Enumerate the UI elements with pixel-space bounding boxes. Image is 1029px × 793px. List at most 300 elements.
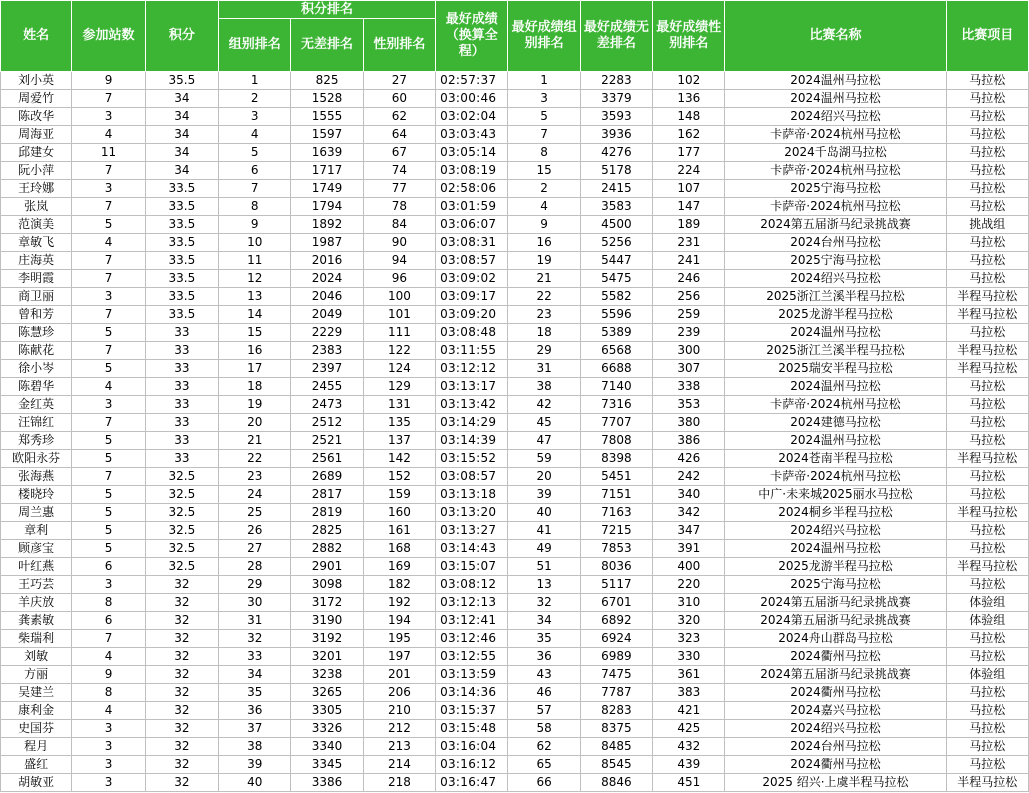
best-time-cell: 02:58:06: [436, 180, 508, 198]
points-cell: 32: [145, 612, 218, 630]
best-group-rank-cell: 15: [508, 162, 580, 180]
points-cell: 33: [145, 450, 218, 468]
open-rank-cell: 3386: [291, 774, 363, 792]
best-time-cell: 03:01:59: [436, 198, 508, 216]
open-rank-cell: 2229: [291, 324, 363, 342]
open-rank-cell: 3345: [291, 756, 363, 774]
table-row: [1, 774, 1029, 792]
table-row: [1, 504, 1029, 522]
best-group-rank-cell: 41: [508, 522, 580, 540]
name-cell: 盛红: [1, 756, 72, 774]
best-gender-rank-cell: 439: [653, 756, 725, 774]
table-row: [1, 180, 1029, 198]
open-rank-cell: 2817: [291, 486, 363, 504]
best-open-rank-cell: 5451: [580, 468, 652, 486]
race-name-cell: 2024台州马拉松: [725, 234, 946, 252]
open-rank-cell: 1794: [291, 198, 363, 216]
best-gender-rank-cell: 391: [653, 540, 725, 558]
best-open-rank-cell: 2415: [580, 180, 652, 198]
table-row: [1, 522, 1029, 540]
group-rank-cell: 29: [219, 576, 291, 594]
best-open-rank-cell: 7853: [580, 540, 652, 558]
table-row: [1, 702, 1029, 720]
points-cell: 33.5: [145, 234, 218, 252]
name-cell: 章利: [1, 522, 72, 540]
race-name-cell: 2024第五届浙马纪录挑战赛: [725, 216, 946, 234]
stations-cell: 8: [72, 594, 145, 612]
points-cell: 33.5: [145, 198, 218, 216]
gender-rank-cell: 137: [363, 432, 435, 450]
race-name-cell: 2024衢州马拉松: [725, 648, 946, 666]
race-name-cell: 2024绍兴马拉松: [725, 720, 946, 738]
col-header-name: 姓名: [1, 1, 72, 72]
gender-rank-cell: 129: [363, 378, 435, 396]
open-rank-cell: 1555: [291, 108, 363, 126]
stations-cell: 5: [72, 486, 145, 504]
table-row: [1, 738, 1029, 756]
group-rank-cell: 13: [219, 288, 291, 306]
stations-cell: 4: [72, 648, 145, 666]
best-group-rank-cell: 39: [508, 486, 580, 504]
points-cell: 32: [145, 684, 218, 702]
best-time-cell: 03:12:46: [436, 630, 508, 648]
points-cell: 33.5: [145, 306, 218, 324]
race-event-cell: 马拉松: [946, 684, 1029, 702]
race-name-cell: 2024温州马拉松: [725, 378, 946, 396]
group-rank-cell: 37: [219, 720, 291, 738]
stations-cell: 3: [72, 774, 145, 792]
name-cell: 陈碧华: [1, 378, 72, 396]
best-time-cell: 03:14:43: [436, 540, 508, 558]
points-cell: 32: [145, 594, 218, 612]
table-row: [1, 684, 1029, 702]
race-event-cell: 挑战组: [946, 216, 1029, 234]
table-row: [1, 270, 1029, 288]
stations-cell: 7: [72, 198, 145, 216]
stations-cell: 5: [72, 216, 145, 234]
group-rank-cell: 14: [219, 306, 291, 324]
best-gender-rank-cell: 102: [653, 72, 725, 90]
points-cell: 32: [145, 666, 218, 684]
best-open-rank-cell: 6701: [580, 594, 652, 612]
open-rank-cell: 825: [291, 72, 363, 90]
table-row: [1, 360, 1029, 378]
best-time-cell: 03:15:52: [436, 450, 508, 468]
group-rank-cell: 22: [219, 450, 291, 468]
points-cell: 32: [145, 738, 218, 756]
stations-cell: 7: [72, 468, 145, 486]
best-time-cell: 03:15:37: [436, 702, 508, 720]
gender-rank-cell: 206: [363, 684, 435, 702]
race-event-cell: 体验组: [946, 666, 1029, 684]
best-time-cell: 03:13:27: [436, 522, 508, 540]
race-event-cell: 体验组: [946, 594, 1029, 612]
best-gender-rank-cell: 256: [653, 288, 725, 306]
stations-cell: 4: [72, 378, 145, 396]
open-rank-cell: 3190: [291, 612, 363, 630]
open-rank-cell: 1639: [291, 144, 363, 162]
race-name-cell: 2024温州马拉松: [725, 540, 946, 558]
best-group-rank-cell: 66: [508, 774, 580, 792]
best-open-rank-cell: 5447: [580, 252, 652, 270]
race-event-cell: 马拉松: [946, 702, 1029, 720]
best-group-rank-cell: 3: [508, 90, 580, 108]
best-group-rank-cell: 29: [508, 342, 580, 360]
points-cell: 33: [145, 342, 218, 360]
group-rank-cell: 30: [219, 594, 291, 612]
points-cell: 32: [145, 630, 218, 648]
name-cell: 柴瑞利: [1, 630, 72, 648]
points-cell: 34: [145, 108, 218, 126]
points-cell: 32.5: [145, 468, 218, 486]
race-name-cell: 2024第五届浙马纪录挑战赛: [725, 666, 946, 684]
open-rank-cell: 3098: [291, 576, 363, 594]
table-row: [1, 468, 1029, 486]
group-rank-cell: 31: [219, 612, 291, 630]
best-open-rank-cell: 7475: [580, 666, 652, 684]
gender-rank-cell: 161: [363, 522, 435, 540]
open-rank-cell: 3305: [291, 702, 363, 720]
best-gender-rank-cell: 330: [653, 648, 725, 666]
best-open-rank-cell: 7787: [580, 684, 652, 702]
stations-cell: 3: [72, 396, 145, 414]
stations-cell: 7: [72, 630, 145, 648]
race-name-cell: 2024绍兴马拉松: [725, 270, 946, 288]
col-header-best-group-rank: 最好成绩组别排名: [508, 1, 580, 72]
best-open-rank-cell: 8485: [580, 738, 652, 756]
name-cell: 邱建女: [1, 144, 72, 162]
race-event-cell: 半程马拉松: [946, 342, 1029, 360]
race-event-cell: 马拉松: [946, 486, 1029, 504]
best-group-rank-cell: 46: [508, 684, 580, 702]
gender-rank-cell: 78: [363, 198, 435, 216]
race-name-cell: 2024桐乡半程马拉松: [725, 504, 946, 522]
race-name-cell: 卡萨帝·2024杭州马拉松: [725, 396, 946, 414]
gender-rank-cell: 194: [363, 612, 435, 630]
table-row: [1, 648, 1029, 666]
best-gender-rank-cell: 421: [653, 702, 725, 720]
stations-cell: 5: [72, 360, 145, 378]
col-header-best-time: 最好成绩（换算全程）: [436, 1, 508, 72]
open-rank-cell: 2473: [291, 396, 363, 414]
group-rank-cell: 34: [219, 666, 291, 684]
best-time-cell: 03:12:12: [436, 360, 508, 378]
name-cell: 楼晓玲: [1, 486, 72, 504]
best-time-cell: 03:11:55: [436, 342, 508, 360]
best-group-rank-cell: 65: [508, 756, 580, 774]
race-name-cell: 中广·未来城2025丽水马拉松: [725, 486, 946, 504]
open-rank-cell: 1987: [291, 234, 363, 252]
best-group-rank-cell: 34: [508, 612, 580, 630]
gender-rank-cell: 62: [363, 108, 435, 126]
table-row: [1, 432, 1029, 450]
race-name-cell: 2025浙江兰溪半程马拉松: [725, 342, 946, 360]
group-rank-cell: 16: [219, 342, 291, 360]
best-time-cell: 03:16:47: [436, 774, 508, 792]
best-open-rank-cell: 5178: [580, 162, 652, 180]
gender-rank-cell: 201: [363, 666, 435, 684]
open-rank-cell: 2046: [291, 288, 363, 306]
race-name-cell: 2025宁海马拉松: [725, 252, 946, 270]
best-group-rank-cell: 36: [508, 648, 580, 666]
gender-rank-cell: 142: [363, 450, 435, 468]
best-group-rank-cell: 8: [508, 144, 580, 162]
best-gender-rank-cell: 162: [653, 126, 725, 144]
points-cell: 32.5: [145, 558, 218, 576]
race-event-cell: 马拉松: [946, 648, 1029, 666]
points-cell: 33: [145, 396, 218, 414]
best-group-rank-cell: 59: [508, 450, 580, 468]
best-open-rank-cell: 7151: [580, 486, 652, 504]
best-time-cell: 03:14:39: [436, 432, 508, 450]
best-group-rank-cell: 16: [508, 234, 580, 252]
best-time-cell: 03:05:14: [436, 144, 508, 162]
race-name-cell: 2024温州马拉松: [725, 90, 946, 108]
race-name-cell: 2024舟山群岛马拉松: [725, 630, 946, 648]
name-cell: 周海亚: [1, 126, 72, 144]
best-open-rank-cell: 5596: [580, 306, 652, 324]
race-event-cell: 马拉松: [946, 72, 1029, 90]
best-gender-rank-cell: 425: [653, 720, 725, 738]
race-event-cell: 马拉松: [946, 738, 1029, 756]
name-cell: 李明霞: [1, 270, 72, 288]
best-group-rank-cell: 19: [508, 252, 580, 270]
group-rank-cell: 28: [219, 558, 291, 576]
best-group-rank-cell: 18: [508, 324, 580, 342]
points-cell: 32.5: [145, 486, 218, 504]
race-event-cell: 马拉松: [946, 162, 1029, 180]
best-gender-rank-cell: 353: [653, 396, 725, 414]
best-gender-rank-cell: 136: [653, 90, 725, 108]
gender-rank-cell: 213: [363, 738, 435, 756]
race-name-cell: 2025宁海马拉松: [725, 180, 946, 198]
group-rank-cell: 12: [219, 270, 291, 288]
name-cell: 王巧芸: [1, 576, 72, 594]
points-cell: 33: [145, 432, 218, 450]
best-gender-rank-cell: 107: [653, 180, 725, 198]
table-row: [1, 558, 1029, 576]
best-group-rank-cell: 1: [508, 72, 580, 90]
name-cell: 刘小英: [1, 72, 72, 90]
race-name-cell: 2024台州马拉松: [725, 738, 946, 756]
points-cell: 32: [145, 702, 218, 720]
group-rank-cell: 35: [219, 684, 291, 702]
stations-cell: 5: [72, 540, 145, 558]
best-gender-rank-cell: 259: [653, 306, 725, 324]
name-cell: 周爱竹: [1, 90, 72, 108]
group-rank-cell: 10: [219, 234, 291, 252]
name-cell: 陈改华: [1, 108, 72, 126]
best-group-rank-cell: 5: [508, 108, 580, 126]
best-time-cell: 03:12:55: [436, 648, 508, 666]
stations-cell: 5: [72, 522, 145, 540]
group-rank-cell: 11: [219, 252, 291, 270]
best-time-cell: 03:14:36: [436, 684, 508, 702]
name-cell: 方丽: [1, 666, 72, 684]
group-rank-cell: 38: [219, 738, 291, 756]
best-time-cell: 03:16:12: [436, 756, 508, 774]
race-event-cell: 半程马拉松: [946, 288, 1029, 306]
best-open-rank-cell: 5117: [580, 576, 652, 594]
name-cell: 周兰惠: [1, 504, 72, 522]
name-cell: 汪锦红: [1, 414, 72, 432]
best-open-rank-cell: 7140: [580, 378, 652, 396]
best-open-rank-cell: 6989: [580, 648, 652, 666]
best-time-cell: 03:08:19: [436, 162, 508, 180]
best-open-rank-cell: 6892: [580, 612, 652, 630]
gender-rank-cell: 160: [363, 504, 435, 522]
stations-cell: 3: [72, 756, 145, 774]
best-open-rank-cell: 8036: [580, 558, 652, 576]
table-row: [1, 540, 1029, 558]
best-group-rank-cell: 38: [508, 378, 580, 396]
table-row: [1, 108, 1029, 126]
gender-rank-cell: 169: [363, 558, 435, 576]
name-cell: 张岚: [1, 198, 72, 216]
points-cell: 34: [145, 90, 218, 108]
best-open-rank-cell: 7163: [580, 504, 652, 522]
best-group-rank-cell: 51: [508, 558, 580, 576]
name-cell: 范演美: [1, 216, 72, 234]
race-event-cell: 马拉松: [946, 522, 1029, 540]
best-open-rank-cell: 7707: [580, 414, 652, 432]
stations-cell: 7: [72, 414, 145, 432]
gender-rank-cell: 195: [363, 630, 435, 648]
race-event-cell: 马拉松: [946, 468, 1029, 486]
table-row: [1, 594, 1029, 612]
stations-cell: 3: [72, 576, 145, 594]
stations-cell: 5: [72, 450, 145, 468]
table-row: [1, 720, 1029, 738]
best-time-cell: 03:15:48: [436, 720, 508, 738]
name-cell: 陈献花: [1, 342, 72, 360]
table-row: [1, 90, 1029, 108]
race-event-cell: 半程马拉松: [946, 360, 1029, 378]
race-event-cell: 马拉松: [946, 630, 1029, 648]
best-group-rank-cell: 9: [508, 216, 580, 234]
points-cell: 32: [145, 756, 218, 774]
best-gender-rank-cell: 320: [653, 612, 725, 630]
table-row: [1, 252, 1029, 270]
best-time-cell: 03:06:07: [436, 216, 508, 234]
open-rank-cell: 2819: [291, 504, 363, 522]
best-group-rank-cell: 4: [508, 198, 580, 216]
gender-rank-cell: 152: [363, 468, 435, 486]
name-cell: 章敏飞: [1, 234, 72, 252]
best-group-rank-cell: 32: [508, 594, 580, 612]
race-name-cell: 2025瑞安半程马拉松: [725, 360, 946, 378]
best-time-cell: 02:57:37: [436, 72, 508, 90]
best-gender-rank-cell: 239: [653, 324, 725, 342]
stations-cell: 7: [72, 342, 145, 360]
stations-cell: 5: [72, 324, 145, 342]
best-gender-rank-cell: 340: [653, 486, 725, 504]
table-row: [1, 450, 1029, 468]
race-event-cell: 半程马拉松: [946, 558, 1029, 576]
group-rank-cell: 6: [219, 162, 291, 180]
open-rank-cell: 1717: [291, 162, 363, 180]
name-cell: 史国芬: [1, 720, 72, 738]
best-time-cell: 03:08:31: [436, 234, 508, 252]
group-rank-cell: 26: [219, 522, 291, 540]
best-time-cell: 03:09:20: [436, 306, 508, 324]
points-cell: 32: [145, 720, 218, 738]
best-time-cell: 03:03:43: [436, 126, 508, 144]
best-gender-rank-cell: 177: [653, 144, 725, 162]
gender-rank-cell: 94: [363, 252, 435, 270]
race-event-cell: 马拉松: [946, 108, 1029, 126]
best-open-rank-cell: 3593: [580, 108, 652, 126]
race-event-cell: 马拉松: [946, 756, 1029, 774]
best-open-rank-cell: 8846: [580, 774, 652, 792]
table-row: [1, 144, 1029, 162]
open-rank-cell: 2521: [291, 432, 363, 450]
best-gender-rank-cell: 246: [653, 270, 725, 288]
name-cell: 康利金: [1, 702, 72, 720]
open-rank-cell: 2512: [291, 414, 363, 432]
table-row: [1, 288, 1029, 306]
col-header-open-rank: 无差排名: [291, 19, 363, 72]
table-body: [1, 72, 1029, 792]
stations-cell: 7: [72, 306, 145, 324]
best-gender-rank-cell: 242: [653, 468, 725, 486]
gender-rank-cell: 67: [363, 144, 435, 162]
group-rank-cell: 5: [219, 144, 291, 162]
best-gender-rank-cell: 220: [653, 576, 725, 594]
best-gender-rank-cell: 432: [653, 738, 725, 756]
col-header-points: 积分: [145, 1, 218, 72]
race-event-cell: 马拉松: [946, 414, 1029, 432]
best-time-cell: 03:13:59: [436, 666, 508, 684]
race-event-cell: 马拉松: [946, 198, 1029, 216]
best-time-cell: 03:14:29: [436, 414, 508, 432]
race-name-cell: 2025宁海马拉松: [725, 576, 946, 594]
table-row: [1, 198, 1029, 216]
best-gender-rank-cell: 361: [653, 666, 725, 684]
stations-cell: 4: [72, 234, 145, 252]
race-name-cell: 2024嘉兴马拉松: [725, 702, 946, 720]
points-cell: 34: [145, 126, 218, 144]
race-name-cell: 2024绍兴马拉松: [725, 108, 946, 126]
name-cell: 羊庆放: [1, 594, 72, 612]
open-rank-cell: 1597: [291, 126, 363, 144]
best-gender-rank-cell: 148: [653, 108, 725, 126]
best-time-cell: 03:12:41: [436, 612, 508, 630]
table-row: [1, 414, 1029, 432]
best-time-cell: 03:00:46: [436, 90, 508, 108]
race-name-cell: 2025 绍兴·上虞半程马拉松: [725, 774, 946, 792]
stations-cell: 3: [72, 720, 145, 738]
stations-cell: 3: [72, 180, 145, 198]
best-time-cell: 03:08:48: [436, 324, 508, 342]
points-cell: 33.5: [145, 216, 218, 234]
points-cell: 33: [145, 360, 218, 378]
open-rank-cell: 3172: [291, 594, 363, 612]
table-row: [1, 396, 1029, 414]
gender-rank-cell: 168: [363, 540, 435, 558]
group-rank-cell: 20: [219, 414, 291, 432]
open-rank-cell: 3265: [291, 684, 363, 702]
best-gender-rank-cell: 383: [653, 684, 725, 702]
best-gender-rank-cell: 300: [653, 342, 725, 360]
best-time-cell: 03:09:02: [436, 270, 508, 288]
points-cell: 35.5: [145, 72, 218, 90]
best-time-cell: 03:02:04: [436, 108, 508, 126]
best-gender-rank-cell: 451: [653, 774, 725, 792]
group-rank-cell: 21: [219, 432, 291, 450]
gender-rank-cell: 218: [363, 774, 435, 792]
best-group-rank-cell: 22: [508, 288, 580, 306]
